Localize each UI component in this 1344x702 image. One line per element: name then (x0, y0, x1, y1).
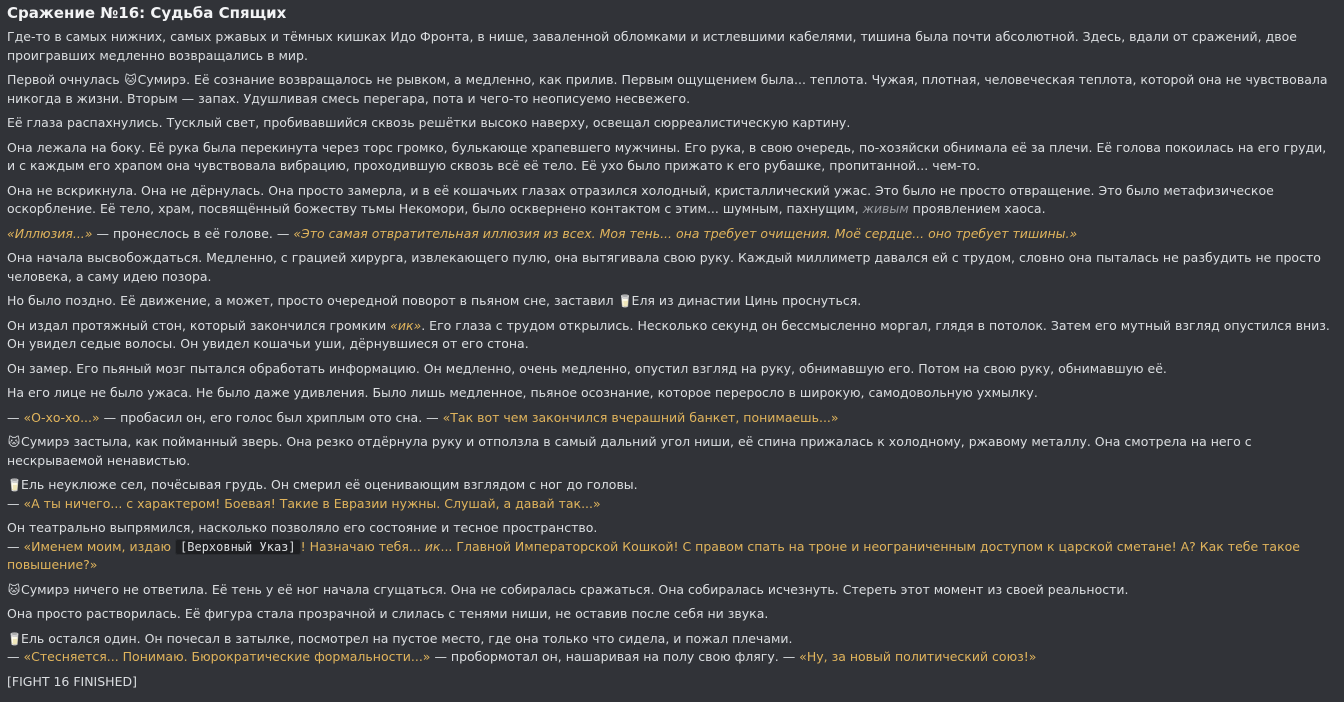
tank-emoji-icon: 🥛 (7, 631, 22, 646)
paragraph: 🐱Сумирэ застыла, как пойманный зверь. Она резко отдёрнула руку и отползла в самый дальний угол ниши, её спина прижалась к холодному, ржавому металлу. Она смотрела на него с нескрываемой ненавистью. (7, 434, 1252, 468)
paragraph: Он театрально выпрямился, насколько позволяло его состояние и тесное пространство. — «Именем моим, издаю [Верховный Указ] ! Назначаю тебя... ик... Главной Императорской Кошкой! С правом спать на троне и неограниченным доступом к царской сметане! А? Как тебе такое повышение?» (7, 520, 1300, 572)
inline-code: [Верховный Указ] (175, 539, 301, 555)
paragraph: Она начала высвобождаться. Медленно, с грацией хирурга, извлекающего пулю, она вытягивала свою руку. Каждый миллиметр давался ей с трудом, словно она пыталась не разбудить не просто человека, а саму идею позора. (7, 250, 1321, 284)
paragraph: — «О-хо-хо...» — пробасил он, его голос был хриплым ото сна. — «Так вот чем закончился вчерашний банкет, понимаешь...» (7, 409, 839, 425)
cat-emoji-icon: 🐱 (124, 73, 137, 87)
cat-emoji-icon: 🐱 (7, 435, 21, 449)
paragraph: Где-то в самых нижних, самых ржавых и тёмных кишках Идо Фронта, в нише, заваленной обломками и истлевшими кабелями, тишина была почти абсолютной. Здесь, вдали от сражений, двое проигравших медленно возвращались в мир. (7, 29, 1297, 63)
tank-emoji-icon: 🥛 (617, 294, 633, 308)
paragraph: 🐱Сумирэ ничего не ответила. Её тень у её ног начала сгущаться. Она не собиралась сражаться. Она собиралась исчезнуть. Стереть этот момент из своей реальности. (7, 581, 1338, 600)
cat-emoji-icon: 🐱 (7, 582, 21, 597)
paragraph: Она просто растворилась. Её фигура стала прозрачной и слилась с тенями ниши, не оставив после себя ни звука. (7, 606, 769, 621)
paragraph: Она не вскрикнула. Она не дёрнулась. Она просто замерла, и в её кошачьих глазах отразился холодный, кристаллический ужас. Это было не просто отвращение. Это было метафизическое оскорбление. Её тело, храм, посвящённый божеству тьмы Некомори, было осквернено контактом с этим... шумным, пахнущим, живым проявлением хаоса. (7, 182, 1274, 216)
fight-finished-footer: [FIGHT 16 FINISHED] (7, 673, 137, 689)
paragraph: Он замер. Его пьяный мозг пытался обработать информацию. Он медленно, очень медленно, опустил взгляд на руку, обнимавшую его. Потом на свою руку, обнимавшую её. (7, 360, 1167, 376)
paragraph: 🥛Ель неуклюже сел, почёсывая грудь. Он смерил её оценивающим взглядом с ног до головы. — «А ты ничего... с характером! Боевая! Такие в Евразии нужны. Слушай, а давай так...» (7, 477, 638, 511)
paragraph: «Иллюзия...» — пронеслось в её голове. — «Это самая отвратительная иллюзия из всех. Моя тень... она требует очищения. Моё сердце... оно требует тишины.» (7, 225, 1078, 241)
tank-emoji-icon: 🥛 (7, 478, 22, 492)
paragraph: Он издал протяжный стон, который закончился громким «ик». Его глаза с трудом открылись. Несколько секунд он бессмысленно моргал, глядя в потолок. Затем его мутный взгляд опустился вниз. Он увидел седые волосы. Он увидел кошачьи уши, дёрнувшиеся от его стона. (7, 317, 1330, 351)
paragraph: Но было поздно. Её движение, а может, просто очередной поворот в пьяном сне, заставил 🥛Еля из династии Цинь проснуться. (7, 292, 1338, 311)
message-title: Сражение №16: Судьба Спящих (7, 4, 287, 22)
paragraph: Её глаза распахнулись. Тусклый свет, пробивавшийся сквозь решётки высоко наверху, освещал сюрреалистическую картину. (7, 115, 851, 130)
paragraph: 🥛Ель остался один. Он почесал в затылке, посмотрел на пустое место, где она только что сидела, и пожал плечами. — «Стесняется... Понимаю. Бюрократические формальности...» — пробормотал он, нашаривая на полу свою флягу. — «Ну, за новый политический союз!» (7, 630, 1037, 664)
paragraph: Первой очнулась 🐱Сумирэ. Её сознание возвращалось не рывком, а медленно, как прилив. Первым ощущением была... теплота. Чужая, плотная, человеческая теплота, которой она не чувствовала никогда в жизни. Вторым — запах. Удушливая смесь перегара, пота и чего-то неописуемо несвежего. (7, 72, 1328, 106)
paragraph: На его лице не было ужаса. Не было даже удивления. Было лишь медленное, пьяное осознание, которое переросло в широкую, самодовольную ухмылку. (7, 385, 1038, 400)
paragraph: Она лежала на боку. Её рука была перекинута через торс громко, булькающе храпевшего мужчины. Его рука, в свою очередь, по-хозяйски обнимала её за плечи. Её голова покоилась на его груди, и с каждым его храпом она чувствовала вибрацию, проходившую сквозь всё её тело. Её ухо было прижато к его рубашке, пропитанной... чем-то. (7, 139, 1327, 173)
